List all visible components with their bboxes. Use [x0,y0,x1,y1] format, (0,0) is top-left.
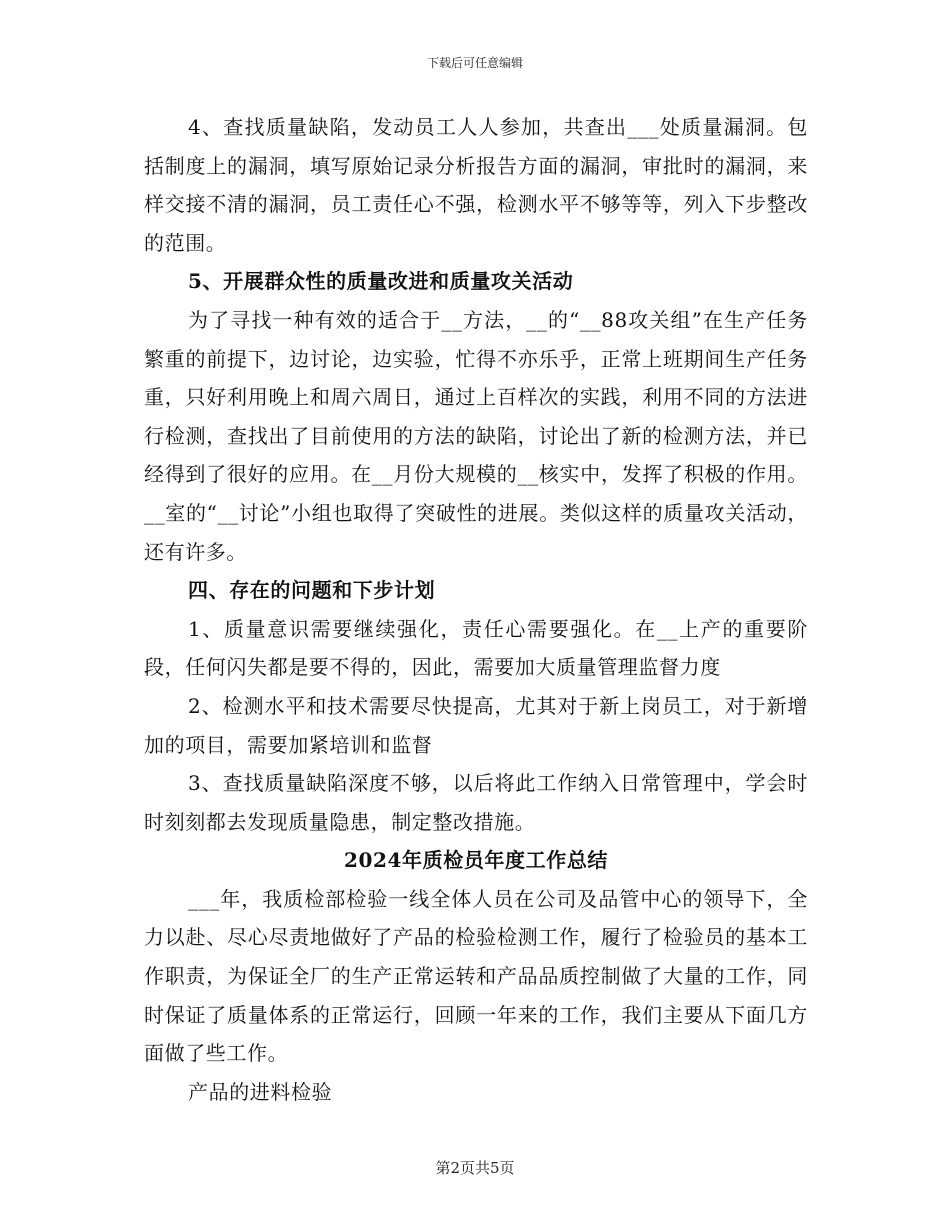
paragraph-plan-3: 3、查找质量缺陷深度不够，以后将此工作纳入日常管理中，学会时时刻刻都去发现质量隐患，制定整改措施。 [144,771,808,834]
page-footer: 第2页共5页 [435,1159,515,1177]
paragraph-plan-2: 2、检测水平和技术需要尽快提高，尤其对于新上岗员工，对于新增加的项目，需要加紧培训和监督 [144,693,808,757]
paragraph-plan-1: 1、质量意识需要继续强化，责任心需要强化。在__上产的重要阶段，任何闪失都是要不得的，因此，需要加大质量管理监督力度 [144,616,808,680]
paragraph-item-4: 4、查找质量缺陷，发动员工人人参加，共查出___处质量漏洞。包括制度上的漏洞，填写原始记录分析报告方面的漏洞，审批时的漏洞，来样交接不清的漏洞，员工责任心不强，检测水平不够等等，列入下步整改的范围。 [144,115,808,255]
document-body [144,108,808,1111]
document-title: 2024年质检员年度工作总结 [343,848,609,873]
paragraph-summary-intro: ___年，我质检部检验一线全体人员在公司及品管中心的领导下，全力以赴、尽心尽责地做好了产品的检验检测工作，履行了检验员的基本工作职责，为保证全厂的生产正常运转和产品品质控制做了大量的工作，同时保证了质量体系的正常运行，回顾一年来的工作，我们主要从下面几方面做了些工作。 [144,886,808,1066]
section-heading-5: 5、开展群众性的质量改进和质量攻关活动 [188,269,574,294]
page-header: 下载后可任意编辑 [426,56,523,70]
paragraph-incoming-inspection: 产品的进料检验 [188,1079,333,1104]
section-heading-problems: 四、存在的问题和下步计划 [188,578,436,603]
paragraph-quality-activities: 为了寻找一种有效的适合于__方法，__的“__88攻关组”在生产任务繁重的前提下，边讨论，边实验，忙得不亦乐乎，正常上班期间生产任务重，只好利用晚上和周六周日，通过上百样次的实践，利用不同的方法进行检测，查找出了目前使用的方法的缺陷，讨论出了新的检测方法，并已经得到了很好的应用。在__月份大规模的__核实中，发挥了积极的作用。__室的“__讨论”小组也取得了突破性的进展。类似这样的质量攻关活动，还有许多。 [144,307,808,564]
